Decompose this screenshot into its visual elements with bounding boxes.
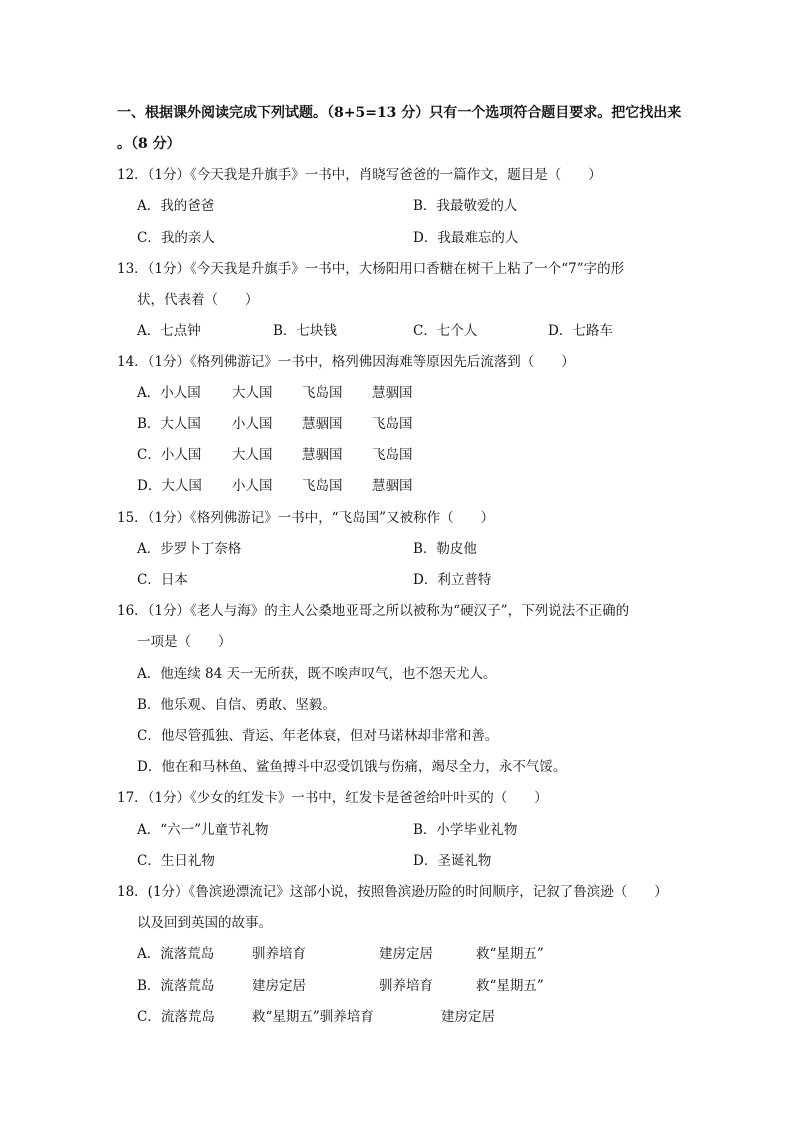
q14-c-4: 飞岛国	[372, 447, 413, 463]
q14-c-1: C．小人国	[137, 447, 202, 463]
q17-option-c: C．生日礼物	[137, 853, 215, 869]
q15-option-a: A．步罗卜丁奈格	[137, 541, 242, 557]
section-heading-line1: 一、根据课外阅读完成下列试题。（8+5=13 分）只有一个选项符合题目要求。把它找出来	[117, 105, 682, 121]
q18-b-1: B．流落荒岛	[137, 978, 215, 994]
q14-d-4: 慧骃国	[372, 478, 413, 494]
q18-a-3: 建房定居	[379, 946, 433, 962]
q14-d-1: D．大人国	[137, 478, 202, 494]
q14-b-4: 飞岛国	[372, 416, 413, 432]
q18-b-4: 救“星期五”	[476, 978, 544, 994]
q14-a-1: A．小人国	[137, 385, 201, 401]
q16-option-c: C．他尽管孤独、背运、年老体衰，但对马诺林却非常和善。	[137, 728, 499, 744]
q14-a-2: 大人国	[232, 385, 273, 401]
q18-c-1: C．流落荒岛	[137, 1009, 215, 1025]
q14-b-1: B．大人国	[137, 416, 201, 432]
q14-d-2: 小人国	[232, 478, 273, 494]
q13-option-a: A．七点钟	[137, 323, 201, 339]
q15-option-b: B．勒皮他	[413, 541, 477, 557]
q12-option-b: B．我最敬爱的人	[413, 198, 518, 214]
q17-option-a: A．“六一”儿童节礼物	[137, 822, 269, 838]
q17-option-b: B．小学毕业礼物	[413, 822, 518, 838]
question-16-stem-line2: 一项是（ ）	[137, 634, 232, 650]
q14-c-2: 大人国	[232, 447, 273, 463]
q18-a-1: A．流落荒岛	[137, 946, 215, 962]
q13-option-d: D．七路车	[548, 323, 613, 339]
question-18-stem-line1: 18．(1分）《鲁滨逊漂流记》这部小说，按照鲁滨逊历险的时间顺序，记叙了鲁滨逊（ ）	[117, 884, 668, 900]
q13-option-c: C．七个人	[413, 323, 478, 339]
question-17-stem: 17．（1分）《少女的红发卡》一书中，红发卡是爸爸给叶叶买的（ ）	[117, 790, 548, 806]
q16-option-a: A．他连续 84 天一无所获，既不唉声叹气，也不怨天尤人。	[137, 666, 497, 682]
q14-d-3: 飞岛国	[302, 478, 343, 494]
q12-option-a: A．我的爸爸	[137, 198, 215, 214]
q14-b-2: 小人国	[232, 416, 273, 432]
q14-c-3: 慧骃国	[302, 447, 343, 463]
q18-b-2: 建房定居	[252, 978, 306, 994]
q15-option-c: C．日本	[137, 572, 188, 588]
q14-a-4: 慧骃国	[372, 385, 413, 401]
q17-option-d: D．圣诞礼物	[413, 853, 492, 869]
q16-option-b: B．他乐观、自信、勇敢、坚毅。	[137, 697, 336, 713]
q18-a-4: 救“星期五”	[476, 946, 544, 962]
q14-b-3: 慧骃国	[302, 416, 343, 432]
q15-option-d: D．利立普特	[413, 572, 492, 588]
q12-option-d: D．我最难忘的人	[413, 230, 519, 246]
question-18-stem-line2: 以及回到英国的故事。	[137, 915, 272, 931]
q16-option-d: D．他在和马林鱼、鲨鱼搏斗中忍受饥饿与伤痛，竭尽全力，永不气馁。	[137, 759, 567, 775]
q18-c-3: 建房定居	[441, 1009, 495, 1025]
question-15-stem: 15．（1分）《格列佛游记》一书中，“飞岛国”又被称作（ ）	[117, 510, 495, 526]
q13-option-b: B．七块钱	[273, 323, 337, 339]
question-12-stem: 12．（1分）《今天我是升旗手》一书中，肖晓写爸爸的一篇作文，题目是（ ）	[117, 167, 602, 183]
question-16-stem-line1: 16．（1分）《老人与海》的主人公桑地亚哥之所以被称为“硬汉子”，下列说法不正确的	[117, 603, 630, 619]
q14-a-3: 飞岛国	[302, 385, 343, 401]
q18-a-2: 驯养培育	[252, 946, 306, 962]
q18-c-2: 救“星期五”驯养培育	[252, 1009, 374, 1025]
question-14-stem: 14．（1分）《格列佛游记》一书中，格列佛因海难等原因先后流落到（ ）	[117, 354, 575, 370]
question-13-stem-line1: 13．（1分）《今天我是升旗手》一书中，大杨阳用口香糖在树干上粘了一个“7”字的形	[117, 261, 625, 277]
q12-option-c: C．我的亲人	[137, 230, 215, 246]
section-heading-line2: 。（8 分）	[117, 136, 181, 152]
q18-b-3: 驯养培育	[379, 978, 433, 994]
question-13-stem-line2: 状，代表着（ ）	[137, 292, 259, 308]
